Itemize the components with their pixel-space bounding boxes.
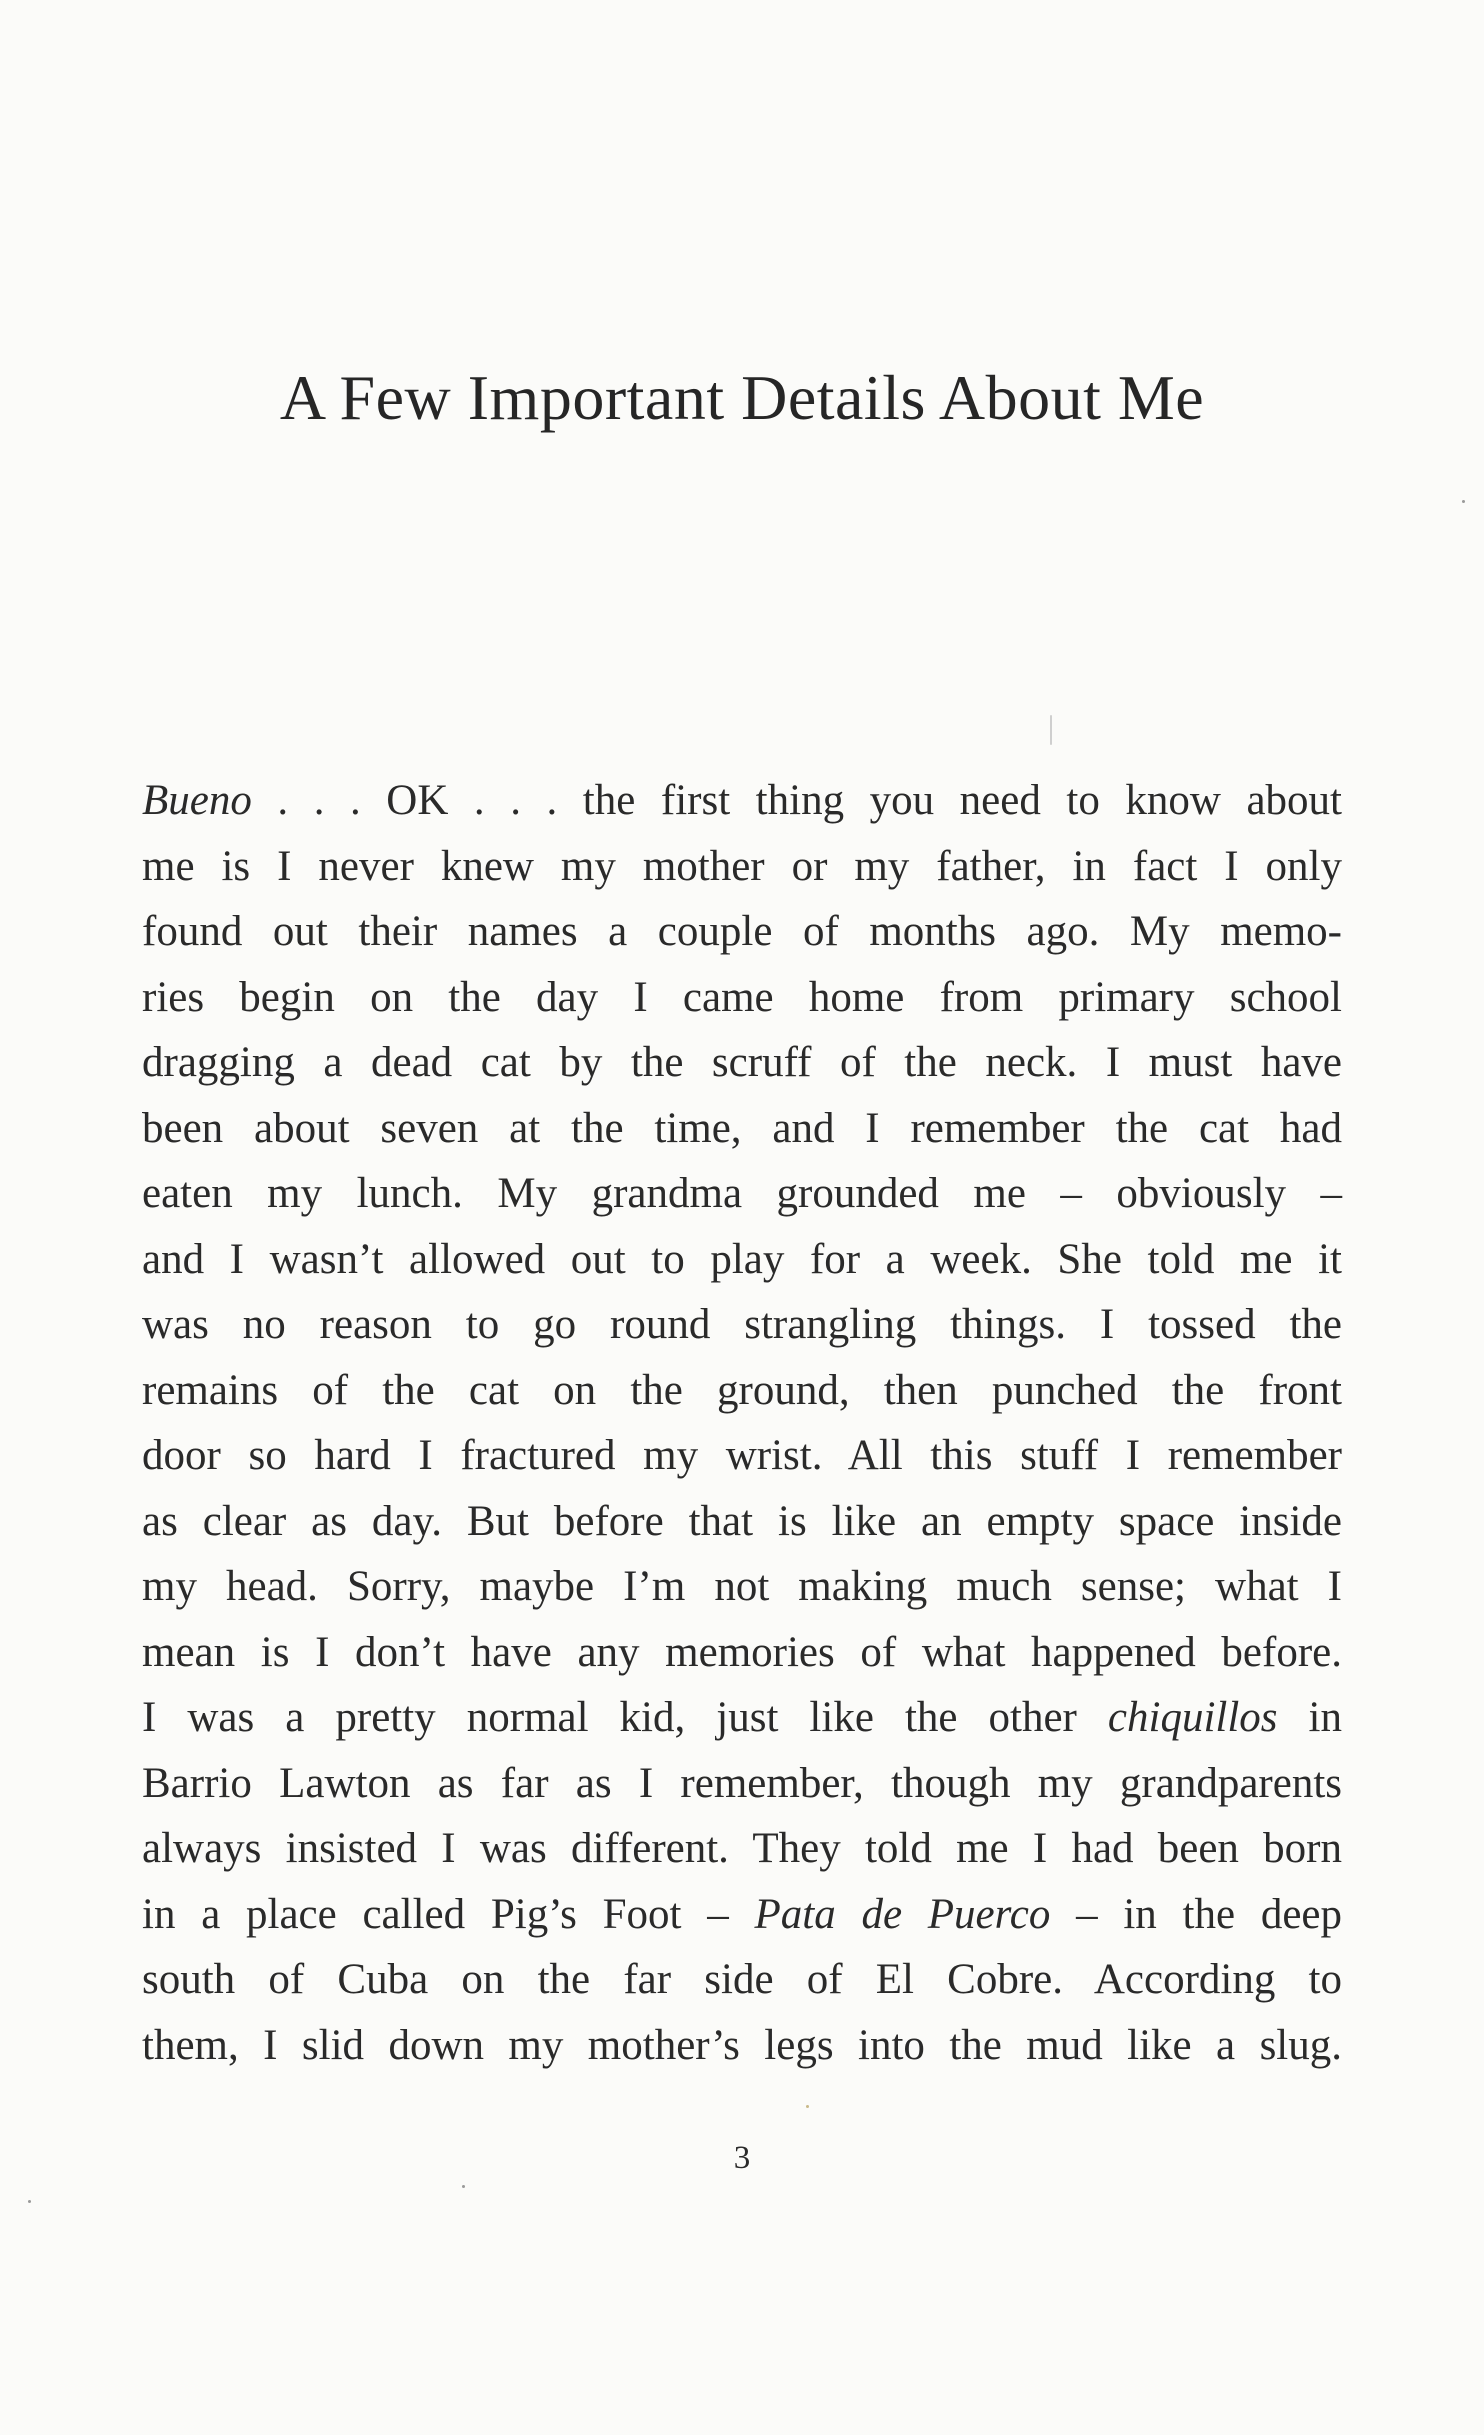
text-line bbox=[142, 1816, 1342, 1882]
text-run: I was a pretty normal kid, just like the other bbox=[142, 1694, 1108, 1741]
text-line bbox=[142, 1685, 1342, 1751]
text-line bbox=[142, 899, 1342, 965]
text-line bbox=[142, 1489, 1342, 1555]
text-run: them, I slid down my mother’s legs into the mud like a slug. bbox=[142, 2021, 1342, 2069]
text-line bbox=[142, 1423, 1342, 1489]
italic-text: Bueno bbox=[142, 777, 252, 824]
text-run: in bbox=[1277, 1694, 1342, 1741]
text-line bbox=[142, 1096, 1342, 1162]
paper-speck bbox=[1462, 500, 1465, 503]
text-run: me is I never knew my mother or my father, in fact I only bbox=[142, 842, 1342, 890]
paper-speck bbox=[806, 2105, 809, 2108]
page-number: 3 bbox=[733, 2140, 751, 2176]
text-run: and I wasn’t allowed out to play for a week. She told me it bbox=[142, 1235, 1342, 1283]
italic-text: chiquillos bbox=[1107, 1694, 1278, 1741]
text-run: been about seven at the time, and I remember the cat had bbox=[142, 1104, 1342, 1152]
text-line bbox=[142, 1947, 1342, 2013]
italic-text: Pata de Puerco bbox=[754, 1890, 1051, 1938]
paper-speck bbox=[462, 2185, 465, 2188]
text-run: Barrio Lawton as far as I remember, though my grandparents bbox=[142, 1759, 1342, 1807]
text-run: was no reason to go round strangling things. I tossed the bbox=[142, 1301, 1342, 1348]
text-line bbox=[142, 965, 1342, 1031]
text-line bbox=[142, 1030, 1342, 1096]
text-line bbox=[142, 1882, 1342, 1948]
text-run: mean is I don’t have any memories of what happened before. bbox=[142, 1628, 1342, 1676]
text-run: as clear as day. But before that is like an empty space inside bbox=[142, 1497, 1342, 1545]
text-run: always insisted I was different. They told me I had been born bbox=[142, 1825, 1342, 1872]
text-line bbox=[142, 1554, 1342, 1620]
text-run: found out their names a couple of months ago. My memo- bbox=[142, 908, 1342, 955]
text-line bbox=[142, 1227, 1342, 1293]
text-line bbox=[142, 834, 1342, 900]
text-line bbox=[142, 1161, 1342, 1227]
text-line bbox=[142, 1292, 1342, 1358]
chapter-title: A Few Important Details About Me bbox=[279, 362, 1205, 433]
text-run: south of Cuba on the far side of El Cobre. According to bbox=[142, 1956, 1342, 2003]
text-line bbox=[142, 1751, 1342, 1817]
text-run: . . . OK . . . the first thing you need to know about bbox=[251, 777, 1342, 824]
text-line bbox=[142, 2013, 1342, 2079]
text-run: in a place called Pig’s Foot – bbox=[142, 1890, 755, 1938]
text-line bbox=[142, 768, 1342, 834]
text-line bbox=[142, 1358, 1342, 1424]
text-run: my head. Sorry, maybe I’m not making much sense; what I bbox=[142, 1563, 1342, 1610]
paper-speck bbox=[1050, 715, 1052, 745]
text-line bbox=[142, 1620, 1342, 1686]
paper-speck bbox=[28, 2200, 31, 2203]
text-run: ries begin on the day I came home from primary school bbox=[142, 973, 1342, 1021]
text-run: eaten my lunch. My grandma grounded me – obviously – bbox=[142, 1170, 1342, 1217]
text-run: remains of the cat on the ground, then punched the front bbox=[142, 1366, 1342, 1414]
body-paragraph bbox=[142, 768, 1342, 2078]
text-run: door so hard I fractured my wrist. All this stuff I remember bbox=[142, 1432, 1342, 1479]
text-run: dragging a dead cat by the scruff of the neck. I must have bbox=[142, 1039, 1342, 1086]
text-run: – in the deep bbox=[1050, 1890, 1343, 1938]
